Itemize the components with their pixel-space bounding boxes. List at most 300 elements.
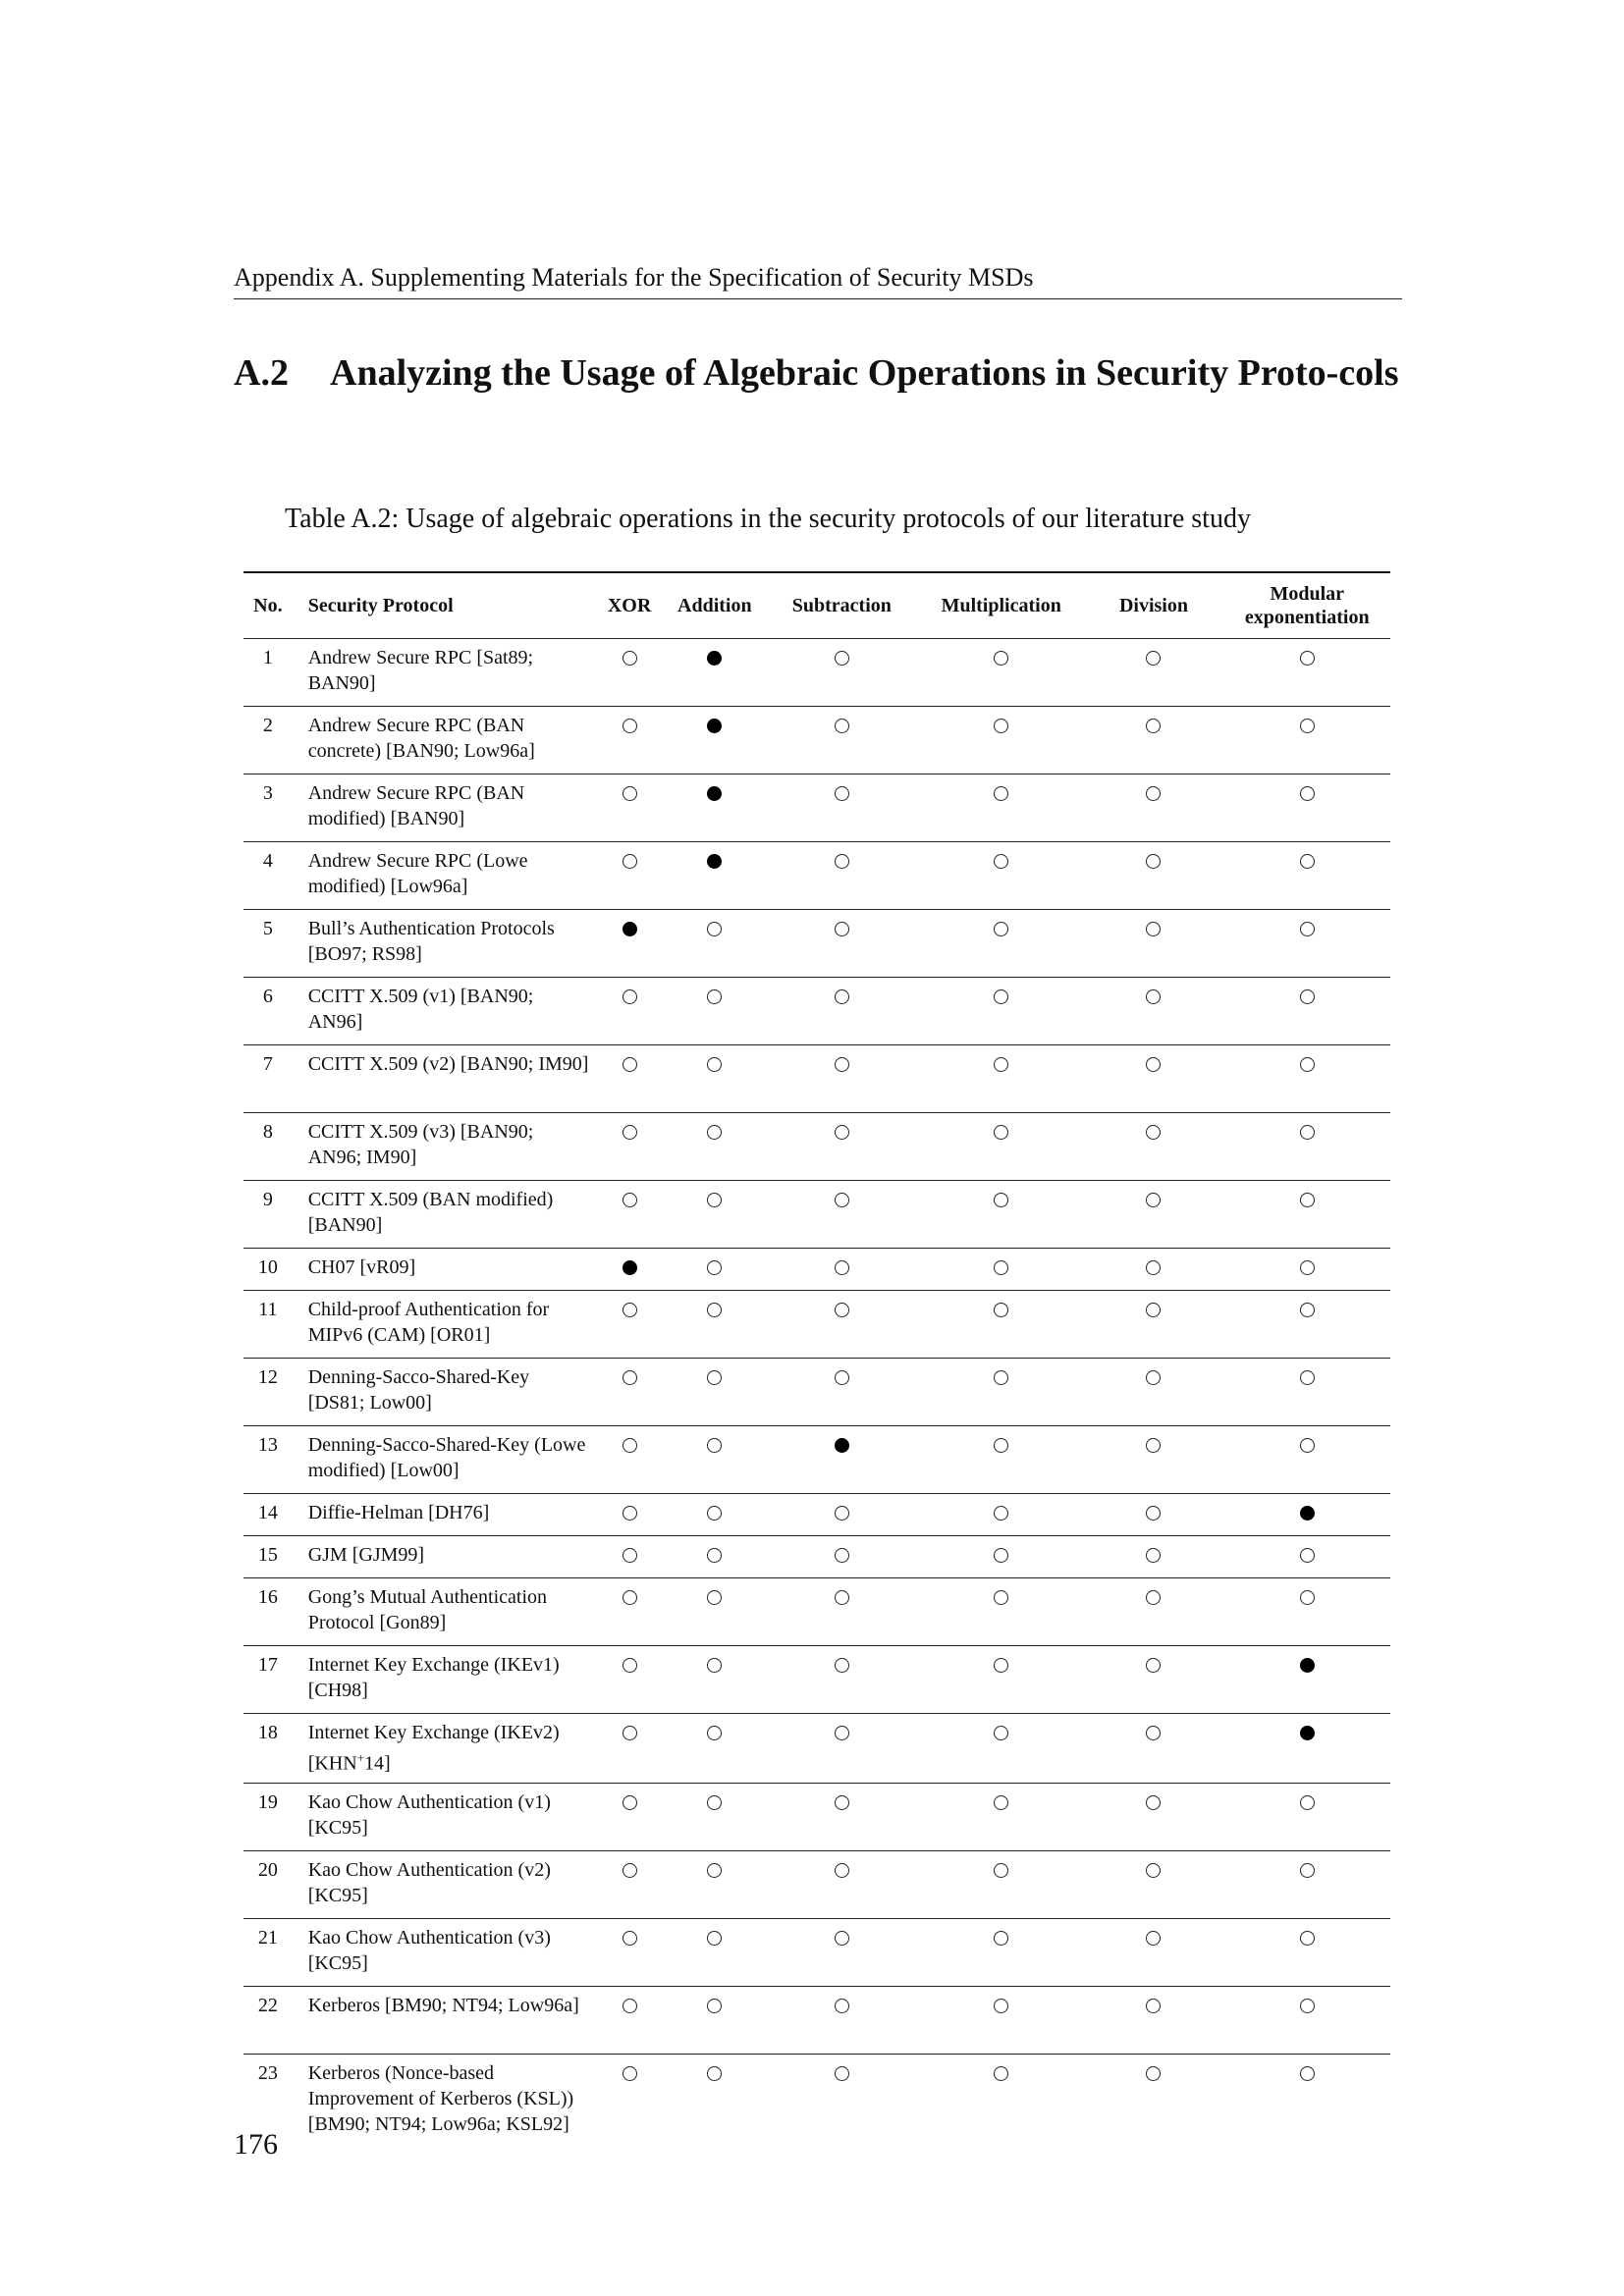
empty-circle-icon: [623, 2066, 637, 2081]
cell-xor: [594, 1646, 665, 1714]
empty-circle-icon: [835, 1726, 849, 1740]
cell-addition: [665, 639, 765, 707]
row-number: 4: [244, 842, 297, 910]
cell-addition: [665, 1578, 765, 1646]
cell-subtraction: [765, 1986, 919, 2054]
cell-xor: [594, 1918, 665, 1986]
cell-modular-exponentiation: [1223, 1181, 1390, 1249]
empty-circle-icon: [707, 1548, 722, 1563]
empty-circle-icon: [1146, 854, 1161, 869]
cell-modular-exponentiation: [1223, 1494, 1390, 1536]
empty-circle-icon: [994, 2066, 1008, 2081]
empty-circle-icon: [994, 1590, 1008, 1605]
cell-modular-exponentiation: [1223, 1714, 1390, 1784]
protocol-name: Diffie-Helman [DH76]: [297, 1494, 595, 1536]
cell-subtraction: [765, 1426, 919, 1494]
empty-circle-icon: [623, 1795, 637, 1810]
empty-circle-icon: [1300, 1438, 1315, 1453]
empty-circle-icon: [1146, 1193, 1161, 1207]
protocol-name: Gong’s Mutual Authentication Protocol [Gon89]: [297, 1578, 595, 1646]
protocol-name: Kao Chow Authentication (v1) [KC95]: [297, 1783, 595, 1850]
empty-circle-icon: [707, 1590, 722, 1605]
protocol-name: Denning-Sacco-Shared-Key (Lowe modified) [Low00]: [297, 1426, 595, 1494]
protocol-name: Bull’s Authentication Protocols [BO97; RS98]: [297, 910, 595, 978]
cell-modular-exponentiation: [1223, 978, 1390, 1045]
empty-circle-icon: [623, 1548, 637, 1563]
empty-circle-icon: [707, 1193, 722, 1207]
row-number: 8: [244, 1113, 297, 1181]
empty-circle-icon: [1146, 989, 1161, 1004]
cell-modular-exponentiation: [1223, 1249, 1390, 1291]
cell-addition: [665, 2054, 765, 2143]
empty-circle-icon: [835, 719, 849, 733]
cell-addition: [665, 1045, 765, 1113]
empty-circle-icon: [835, 1193, 849, 1207]
empty-circle-icon: [1300, 1125, 1315, 1140]
cell-multiplication: [919, 1850, 1083, 1918]
empty-circle-icon: [1300, 786, 1315, 801]
cell-addition: [665, 842, 765, 910]
table-row: [244, 1578, 1390, 1646]
empty-circle-icon: [994, 1438, 1008, 1453]
empty-circle-icon: [994, 651, 1008, 666]
cell-addition: [665, 1359, 765, 1426]
cell-xor: [594, 1291, 665, 1359]
cell-division: [1083, 1646, 1223, 1714]
superscript-plus: +: [356, 1750, 365, 1765]
empty-circle-icon: [1146, 1931, 1161, 1946]
empty-circle-icon: [1300, 922, 1315, 936]
cell-subtraction: [765, 1045, 919, 1113]
empty-circle-icon: [835, 1931, 849, 1946]
cell-multiplication: [919, 978, 1083, 1045]
table-row: [244, 1646, 1390, 1714]
cell-xor: [594, 639, 665, 707]
cell-multiplication: [919, 1918, 1083, 1986]
cell-subtraction: [765, 1113, 919, 1181]
empty-circle-icon: [707, 1658, 722, 1673]
header-no: No.: [244, 572, 297, 639]
table-row: [244, 1291, 1390, 1359]
table-row: [244, 1359, 1390, 1426]
cell-multiplication: [919, 1291, 1083, 1359]
cell-addition: [665, 1113, 765, 1181]
empty-circle-icon: [707, 1726, 722, 1740]
row-number: 18: [244, 1714, 297, 1784]
empty-circle-icon: [1300, 1303, 1315, 1317]
cell-multiplication: [919, 1714, 1083, 1784]
empty-circle-icon: [623, 1438, 637, 1453]
cell-division: [1083, 978, 1223, 1045]
empty-circle-icon: [835, 1506, 849, 1521]
cell-division: [1083, 910, 1223, 978]
cell-subtraction: [765, 1249, 919, 1291]
row-number: 12: [244, 1359, 297, 1426]
empty-circle-icon: [707, 1999, 722, 2013]
empty-circle-icon: [1146, 1999, 1161, 2013]
cell-multiplication: [919, 707, 1083, 774]
empty-circle-icon: [1146, 1303, 1161, 1317]
cell-modular-exponentiation: [1223, 842, 1390, 910]
cell-xor: [594, 910, 665, 978]
cell-multiplication: [919, 1494, 1083, 1536]
cell-addition: [665, 1714, 765, 1784]
protocol-name: Denning-Sacco-Shared-Key [DS81; Low00]: [297, 1359, 595, 1426]
empty-circle-icon: [707, 989, 722, 1004]
empty-circle-icon: [623, 1125, 637, 1140]
cell-xor: [594, 1850, 665, 1918]
table-row: [244, 978, 1390, 1045]
table-row: [244, 910, 1390, 978]
empty-circle-icon: [623, 989, 637, 1004]
cell-addition: [665, 1986, 765, 2054]
cell-xor: [594, 1113, 665, 1181]
row-number: 1: [244, 639, 297, 707]
cell-xor: [594, 707, 665, 774]
filled-circle-icon: [707, 854, 722, 869]
row-number: 16: [244, 1578, 297, 1646]
filled-circle-icon: [707, 719, 722, 733]
cell-subtraction: [765, 1536, 919, 1578]
empty-circle-icon: [994, 1795, 1008, 1810]
row-number: 3: [244, 774, 297, 842]
cell-subtraction: [765, 842, 919, 910]
table-row: [244, 639, 1390, 707]
cell-division: [1083, 1918, 1223, 1986]
empty-circle-icon: [835, 989, 849, 1004]
cell-division: [1083, 639, 1223, 707]
cell-division: [1083, 1850, 1223, 1918]
cell-xor: [594, 1249, 665, 1291]
empty-circle-icon: [1146, 1370, 1161, 1385]
empty-circle-icon: [835, 1863, 849, 1878]
cell-multiplication: [919, 639, 1083, 707]
cell-multiplication: [919, 1359, 1083, 1426]
empty-circle-icon: [623, 1999, 637, 2013]
empty-circle-icon: [835, 1590, 849, 1605]
empty-circle-icon: [1300, 1999, 1315, 2013]
header-modular-exponentiation: Modular exponentiation: [1223, 572, 1390, 639]
cell-addition: [665, 1783, 765, 1850]
cell-subtraction: [765, 1181, 919, 1249]
empty-circle-icon: [623, 651, 637, 666]
table-row: [244, 1494, 1390, 1536]
empty-circle-icon: [623, 1303, 637, 1317]
empty-circle-icon: [994, 1931, 1008, 1946]
cell-division: [1083, 1536, 1223, 1578]
table-row: [244, 1986, 1390, 2054]
row-number: 15: [244, 1536, 297, 1578]
table-row: [244, 1426, 1390, 1494]
cell-subtraction: [765, 1494, 919, 1536]
empty-circle-icon: [1146, 1057, 1161, 1072]
section-title: Analyzing the Usage of Algebraic Operations in Security Proto-cols: [330, 352, 1399, 394]
empty-circle-icon: [1146, 1590, 1161, 1605]
table-row: [244, 1181, 1390, 1249]
empty-circle-icon: [994, 922, 1008, 936]
row-number: 23: [257, 2061, 278, 2084]
cell-division: [1083, 1578, 1223, 1646]
empty-circle-icon: [835, 1795, 849, 1810]
cell-xor: [594, 1536, 665, 1578]
table-row: [244, 2054, 1390, 2143]
cell-modular-exponentiation: [1223, 1536, 1390, 1578]
row-number: 14: [244, 1494, 297, 1536]
filled-circle-icon: [1300, 1506, 1315, 1521]
cell-division: [1083, 1986, 1223, 2054]
empty-circle-icon: [994, 1658, 1008, 1673]
cell-addition: [665, 1646, 765, 1714]
cell-division: [1083, 1426, 1223, 1494]
cell-addition: [665, 707, 765, 774]
empty-circle-icon: [707, 1303, 722, 1317]
empty-circle-icon: [994, 1863, 1008, 1878]
cell-subtraction: [765, 1850, 919, 1918]
empty-circle-icon: [835, 922, 849, 936]
cell-addition: [665, 1918, 765, 1986]
empty-circle-icon: [623, 1863, 637, 1878]
row-number: 22: [244, 1986, 297, 2054]
cell-xor: [594, 2054, 665, 2143]
cell-modular-exponentiation: [1223, 1426, 1390, 1494]
cell-division: [1083, 774, 1223, 842]
empty-circle-icon: [707, 922, 722, 936]
cell-xor: [594, 1783, 665, 1850]
cell-multiplication: [919, 842, 1083, 910]
cell-addition: [665, 1291, 765, 1359]
table-row: [244, 1918, 1390, 1986]
empty-circle-icon: [994, 1370, 1008, 1385]
cell-xor: [594, 1181, 665, 1249]
empty-circle-icon: [623, 1193, 637, 1207]
cell-xor: [594, 1359, 665, 1426]
cell-subtraction: [765, 1291, 919, 1359]
table-row: [244, 707, 1390, 774]
empty-circle-icon: [994, 1506, 1008, 1521]
empty-circle-icon: [994, 1999, 1008, 2013]
filled-circle-icon: [707, 651, 722, 666]
cell-multiplication: [919, 2054, 1083, 2143]
empty-circle-icon: [1146, 651, 1161, 666]
cell-multiplication: [919, 1986, 1083, 2054]
page-number: 176: [234, 2128, 278, 2161]
empty-circle-icon: [707, 1057, 722, 1072]
empty-circle-icon: [1146, 719, 1161, 733]
cell-subtraction: [765, 1714, 919, 1784]
protocol-name: GJM [GJM99]: [297, 1536, 595, 1578]
row-number: 11: [244, 1291, 297, 1359]
table-row: [244, 1045, 1390, 1113]
empty-circle-icon: [835, 1125, 849, 1140]
empty-circle-icon: [707, 1931, 722, 1946]
cell-division: [1083, 2054, 1223, 2143]
table-header-row: [244, 572, 1390, 639]
table-row: [244, 1113, 1390, 1181]
table-row: [244, 1536, 1390, 1578]
empty-circle-icon: [1300, 1863, 1315, 1878]
cell-xor: [594, 978, 665, 1045]
cell-xor: [594, 1426, 665, 1494]
protocol-name: Andrew Secure RPC (BAN modified) [BAN90]: [297, 774, 595, 842]
cell-multiplication: [919, 1783, 1083, 1850]
cell-division: [1083, 1291, 1223, 1359]
empty-circle-icon: [1300, 1590, 1315, 1605]
row-number: 13: [244, 1426, 297, 1494]
cell-subtraction: [765, 1646, 919, 1714]
empty-circle-icon: [994, 1193, 1008, 1207]
empty-circle-icon: [623, 1658, 637, 1673]
empty-circle-icon: [994, 1548, 1008, 1563]
empty-circle-icon: [835, 1057, 849, 1072]
empty-circle-icon: [835, 1303, 849, 1317]
empty-circle-icon: [835, 854, 849, 869]
empty-circle-icon: [1300, 1057, 1315, 1072]
cell-multiplication: [919, 774, 1083, 842]
cell-addition: [665, 1249, 765, 1291]
protocol-name: Andrew Secure RPC (BAN concrete) [BAN90; Low96a]: [297, 707, 595, 774]
protocol-name: Kao Chow Authentication (v3) [KC95]: [297, 1918, 595, 1986]
cell-modular-exponentiation: [1223, 1646, 1390, 1714]
empty-circle-icon: [707, 1125, 722, 1140]
cell-multiplication: [919, 1426, 1083, 1494]
empty-circle-icon: [835, 2066, 849, 2081]
cell-xor: [594, 1714, 665, 1784]
empty-circle-icon: [623, 786, 637, 801]
cell-xor: [594, 1494, 665, 1536]
cell-division: [1083, 1783, 1223, 1850]
protocol-name: Child-proof Authentication for MIPv6 (CAM) [OR01]: [297, 1291, 595, 1359]
empty-circle-icon: [1146, 1863, 1161, 1878]
empty-circle-icon: [994, 1303, 1008, 1317]
empty-circle-icon: [994, 1057, 1008, 1072]
empty-circle-icon: [835, 786, 849, 801]
cell-modular-exponentiation: [1223, 707, 1390, 774]
protocol-name: Kerberos (Nonce-based Improvement of Kerberos (KSL)) [BM90; NT94; Low96a; KSL92]: [307, 2061, 574, 2135]
empty-circle-icon: [994, 1260, 1008, 1275]
cell-xor: [594, 1578, 665, 1646]
empty-circle-icon: [707, 1438, 722, 1453]
empty-circle-icon: [994, 786, 1008, 801]
cell-division: [1083, 1494, 1223, 1536]
cell-division: [1083, 1359, 1223, 1426]
protocol-name: Internet Key Exchange (IKEv1) [CH98]: [297, 1646, 595, 1714]
header-subtraction: Subtraction: [765, 572, 919, 639]
cell-modular-exponentiation: [1223, 1783, 1390, 1850]
cell-multiplication: [919, 1578, 1083, 1646]
protocol-name: Internet Key Exchange (IKEv2) [KHN+14]: [297, 1714, 595, 1784]
empty-circle-icon: [1146, 1438, 1161, 1453]
header-xor: XOR: [594, 572, 665, 639]
table-row: [244, 774, 1390, 842]
row-number: 5: [244, 910, 297, 978]
table-body: [244, 639, 1390, 2143]
empty-circle-icon: [707, 1260, 722, 1275]
protocol-name: Kao Chow Authentication (v2) [KC95]: [297, 1850, 595, 1918]
row-number: 2: [244, 707, 297, 774]
cell-multiplication: [919, 1646, 1083, 1714]
empty-circle-icon: [707, 1506, 722, 1521]
row-number: 6: [244, 978, 297, 1045]
empty-circle-icon: [1300, 1260, 1315, 1275]
empty-circle-icon: [835, 1548, 849, 1563]
cell-modular-exponentiation: [1223, 639, 1390, 707]
empty-circle-icon: [835, 651, 849, 666]
header-addition: Addition: [665, 572, 765, 639]
empty-circle-icon: [623, 1726, 637, 1740]
cell-subtraction: [765, 2054, 919, 2143]
cell-modular-exponentiation: [1223, 1113, 1390, 1181]
protocol-name: Andrew Secure RPC [Sat89; BAN90]: [297, 639, 595, 707]
cell-multiplication: [919, 1181, 1083, 1249]
row-number: 9: [244, 1181, 297, 1249]
cell-modular-exponentiation: [1223, 774, 1390, 842]
empty-circle-icon: [1146, 1125, 1161, 1140]
empty-circle-icon: [835, 1999, 849, 2013]
filled-circle-icon: [835, 1438, 849, 1453]
empty-circle-icon: [835, 1658, 849, 1673]
protocol-name: Kerberos [BM90; NT94; Low96a]: [297, 1986, 595, 2054]
empty-circle-icon: [1300, 2066, 1315, 2081]
empty-circle-icon: [1146, 1548, 1161, 1563]
table-row: [244, 1249, 1390, 1291]
cell-addition: [665, 774, 765, 842]
empty-circle-icon: [623, 1370, 637, 1385]
cell-subtraction: [765, 707, 919, 774]
cell-multiplication: [919, 1045, 1083, 1113]
cell-multiplication: [919, 1113, 1083, 1181]
empty-circle-icon: [623, 1057, 637, 1072]
cell-modular-exponentiation: [1223, 1291, 1390, 1359]
cell-modular-exponentiation: [1223, 1850, 1390, 1918]
empty-circle-icon: [1146, 786, 1161, 801]
cell-xor: [594, 1045, 665, 1113]
cell-addition: [665, 910, 765, 978]
cell-division: [1083, 1045, 1223, 1113]
empty-circle-icon: [1146, 2066, 1161, 2081]
filled-circle-icon: [1300, 1658, 1315, 1673]
empty-circle-icon: [707, 1370, 722, 1385]
empty-circle-icon: [623, 854, 637, 869]
cell-addition: [665, 1850, 765, 1918]
protocol-name: CH07 [vR09]: [297, 1249, 595, 1291]
empty-circle-icon: [1146, 1726, 1161, 1740]
header-protocol: Security Protocol: [297, 572, 595, 639]
cell-division: [1083, 1249, 1223, 1291]
empty-circle-icon: [994, 719, 1008, 733]
empty-circle-icon: [1300, 1193, 1315, 1207]
filled-circle-icon: [1300, 1726, 1315, 1740]
cell-subtraction: [765, 978, 919, 1045]
protocol-name: CCITT X.509 (BAN modified) [BAN90]: [297, 1181, 595, 1249]
cell-addition: [665, 1181, 765, 1249]
table-row: [244, 1714, 1390, 1784]
empty-circle-icon: [1146, 1260, 1161, 1275]
empty-circle-icon: [1300, 1548, 1315, 1563]
cell-xor: [594, 774, 665, 842]
empty-circle-icon: [623, 1590, 637, 1605]
protocol-name: CCITT X.509 (v1) [BAN90; AN96]: [297, 978, 595, 1045]
algebraic-operations-table: [244, 571, 1390, 2143]
empty-circle-icon: [1146, 922, 1161, 936]
cell-xor: [594, 842, 665, 910]
cell-multiplication: [919, 910, 1083, 978]
row-number: 17: [244, 1646, 297, 1714]
table-row: [244, 842, 1390, 910]
empty-circle-icon: [835, 1260, 849, 1275]
empty-circle-icon: [1146, 1506, 1161, 1521]
cell-multiplication: [919, 1536, 1083, 1578]
empty-circle-icon: [707, 2066, 722, 2081]
